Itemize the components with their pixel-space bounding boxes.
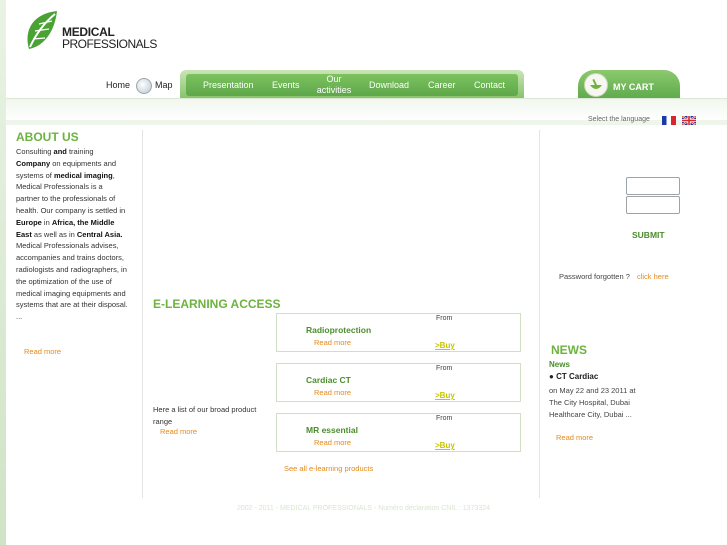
brand-name[interactable]: [62, 26, 157, 50]
course-buy-link[interactable]: >Buy: [435, 391, 455, 400]
left-edge-bar: [0, 0, 6, 545]
news-item-text: on May 22 and 23 2011 at The City Hospital, Dubai Healthcare City, Dubai ...: [549, 386, 636, 419]
submit-button[interactable]: SUBMIT: [632, 230, 665, 240]
about-text: Consulting and training Company on equipments and systems of medical imaging, Medical Professionals is a partner to the professionals of health. Our company is settled in Europe in Africa, the Middle East as well as in Central Asia. Medical Professionals advises, accompanies and trains doctors, radiologists and radiographers, in the optimization of the use of medical imaging equipments and systems that are at their disposal. ...: [16, 147, 128, 322]
nav-presentation[interactable]: Presentation: [203, 80, 254, 90]
course-name[interactable]: Radioprotection: [306, 325, 372, 335]
column-divider-right: [539, 130, 540, 498]
nav-career[interactable]: Career: [428, 80, 456, 90]
brand-line2: PROFESSIONALS: [62, 37, 157, 51]
leaf-logo-icon[interactable]: [24, 10, 58, 52]
password-field[interactable]: [626, 196, 680, 214]
nav-our-activities[interactable]: Our activities: [316, 74, 352, 95]
password-forgotten-label: Password forgotten ?: [559, 272, 630, 281]
click-here-link[interactable]: click here: [636, 272, 669, 281]
french-flag-icon[interactable]: [662, 116, 676, 125]
course-card: [276, 413, 521, 452]
brand-line1: MEDICAL: [62, 25, 115, 39]
about-read-more[interactable]: Read more: [24, 347, 62, 356]
bullet-icon: ●: [549, 372, 554, 381]
column-divider-left: [142, 130, 143, 498]
course-card: [276, 313, 521, 352]
news-item-title[interactable]: ● CT Cardiac: [549, 372, 599, 381]
map-link[interactable]: Map: [155, 80, 173, 90]
news-read-more[interactable]: Read more: [556, 433, 594, 442]
footer-text: 2002 - 2011 - MEDICAL PROFESSIONALS - Numéro déclaration CNIL : 1373324: [236, 505, 491, 512]
course-from: From: [436, 365, 453, 372]
course-card: [276, 363, 521, 402]
home-link[interactable]: Home: [106, 80, 131, 90]
about-title: ABOUT US: [16, 130, 79, 144]
course-read-more[interactable]: Read more: [314, 438, 352, 447]
course-name[interactable]: Cardiac CT: [306, 375, 351, 385]
elearning-read-more[interactable]: Read more: [160, 427, 198, 436]
course-buy-link[interactable]: >Buy: [435, 441, 455, 450]
course-read-more[interactable]: Read more: [314, 338, 352, 347]
nav-contact[interactable]: Contact: [474, 80, 506, 90]
news-title: NEWS: [551, 343, 587, 357]
language-label: Select the language: [588, 116, 650, 123]
course-read-more[interactable]: Read more: [314, 388, 352, 397]
uk-flag-icon[interactable]: [682, 116, 696, 125]
elearning-intro: Here a list of our broad product range: [153, 405, 257, 426]
globe-icon: [136, 78, 152, 94]
login-field[interactable]: [626, 177, 680, 195]
nav-events[interactable]: Events: [272, 80, 300, 90]
course-from: From: [436, 415, 453, 422]
course-name[interactable]: MR essential: [306, 425, 358, 435]
news-subtitle: News: [549, 360, 570, 369]
nav-download[interactable]: Download: [369, 80, 410, 90]
course-from: From: [436, 315, 453, 322]
course-buy-link[interactable]: >Buy: [435, 341, 455, 350]
mortar-cart-icon: [584, 73, 608, 97]
cart-label[interactable]: MY CART: [613, 82, 654, 92]
elearning-title: E-LEARNING ACCESS: [153, 297, 281, 311]
password-forgotten: [559, 272, 669, 281]
see-all-elearning-link[interactable]: See all e-learning products: [284, 464, 374, 473]
